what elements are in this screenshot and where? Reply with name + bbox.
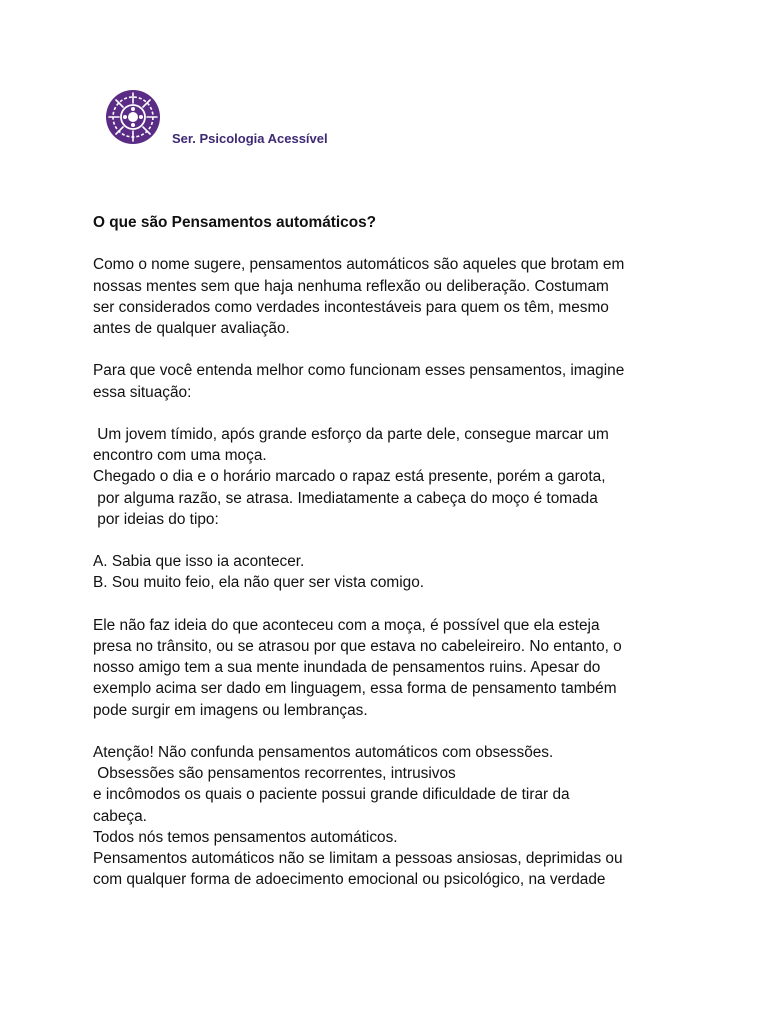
- paragraph-line: cabeça.: [93, 807, 147, 825]
- paragraph-line: e incômodos os quais o paciente possui grande dificuldade de tirar da: [93, 786, 570, 804]
- document-title: O que são Pensamentos automáticos?: [93, 214, 377, 231]
- paragraph-line: Um jovem tímido, após grande esforço da parte dele, consegue marcar um: [93, 425, 609, 443]
- mandala-icon: [105, 89, 161, 145]
- paragraph-line: A. Sabia que isso ia acontecer.: [93, 553, 305, 571]
- brand-name: Ser. Psicologia Acessível: [172, 131, 328, 146]
- paragraph-line: antes de qualquer avaliação.: [93, 320, 290, 337]
- paragraph-line: Como o nome sugere, pensamentos automáticos são aqueles que brotam em: [93, 256, 625, 274]
- paragraph-line: por alguma razão, se atrasa. Imediatamente a cabeça do moço é tomada: [93, 489, 598, 507]
- paragraph-line: nossas mentes sem que haja nenhuma reflexão ou deliberação. Costumam: [93, 277, 609, 295]
- paragraph-line: Todos nós temos pensamentos automáticos.: [93, 828, 398, 846]
- paragraph-line: B. Sou muito feio, ela não quer ser vista comigo.: [93, 574, 425, 592]
- paragraph-line: pode surgir em imagens ou lembranças.: [93, 701, 368, 719]
- paragraph-line: encontro com uma moça.: [93, 447, 267, 465]
- paragraph-line: por ideias do tipo:: [93, 510, 219, 528]
- paragraph-gap: [93, 233, 693, 254]
- paragraph-line: Ele não faz ideia do que aconteceu com a moça, é possível que ela esteja: [93, 616, 600, 634]
- paragraph-gap: [93, 403, 693, 424]
- paragraph-gap: [93, 530, 693, 551]
- paragraph-list: [93, 233, 693, 890]
- paragraph-line: com qualquer forma de adoecimento emocional ou psicológico, na verdade: [93, 871, 606, 889]
- paragraph-gap: [93, 721, 693, 742]
- paragraph-line: Chegado o dia e o horário marcado o rapaz está presente, porém a garota,: [93, 468, 606, 486]
- paragraph-line: essa situação:: [93, 383, 192, 401]
- paragraph-line: Pensamentos automáticos não se limitam a pessoas ansiosas, deprimidas ou: [93, 850, 623, 867]
- paragraph-gap: [93, 594, 693, 615]
- paragraph-gap: [93, 339, 693, 360]
- paragraph-line: Para que você entenda melhor como funcionam esses pensamentos, imagine: [93, 362, 625, 380]
- paragraph-line: nosso amigo tem a sua mente inundada de pensamentos ruins. Apesar do: [93, 659, 601, 677]
- document-body: [93, 212, 693, 890]
- paragraph-line: Obsessões são pensamentos recorrentes, intrusivos: [93, 765, 456, 783]
- paragraph-line: ser considerados como verdades incontestáveis para quem os têm, mesmo: [93, 298, 609, 316]
- paragraph-line: presa no trânsito, ou se atrasou por que estava no cabeleireiro. No entanto, o: [93, 637, 622, 655]
- paragraph-line: Atenção! Não confunda pensamentos automáticos com obsessões.: [93, 743, 554, 761]
- paragraph-line: exemplo acima ser dado em linguagem, essa forma de pensamento também: [93, 680, 617, 698]
